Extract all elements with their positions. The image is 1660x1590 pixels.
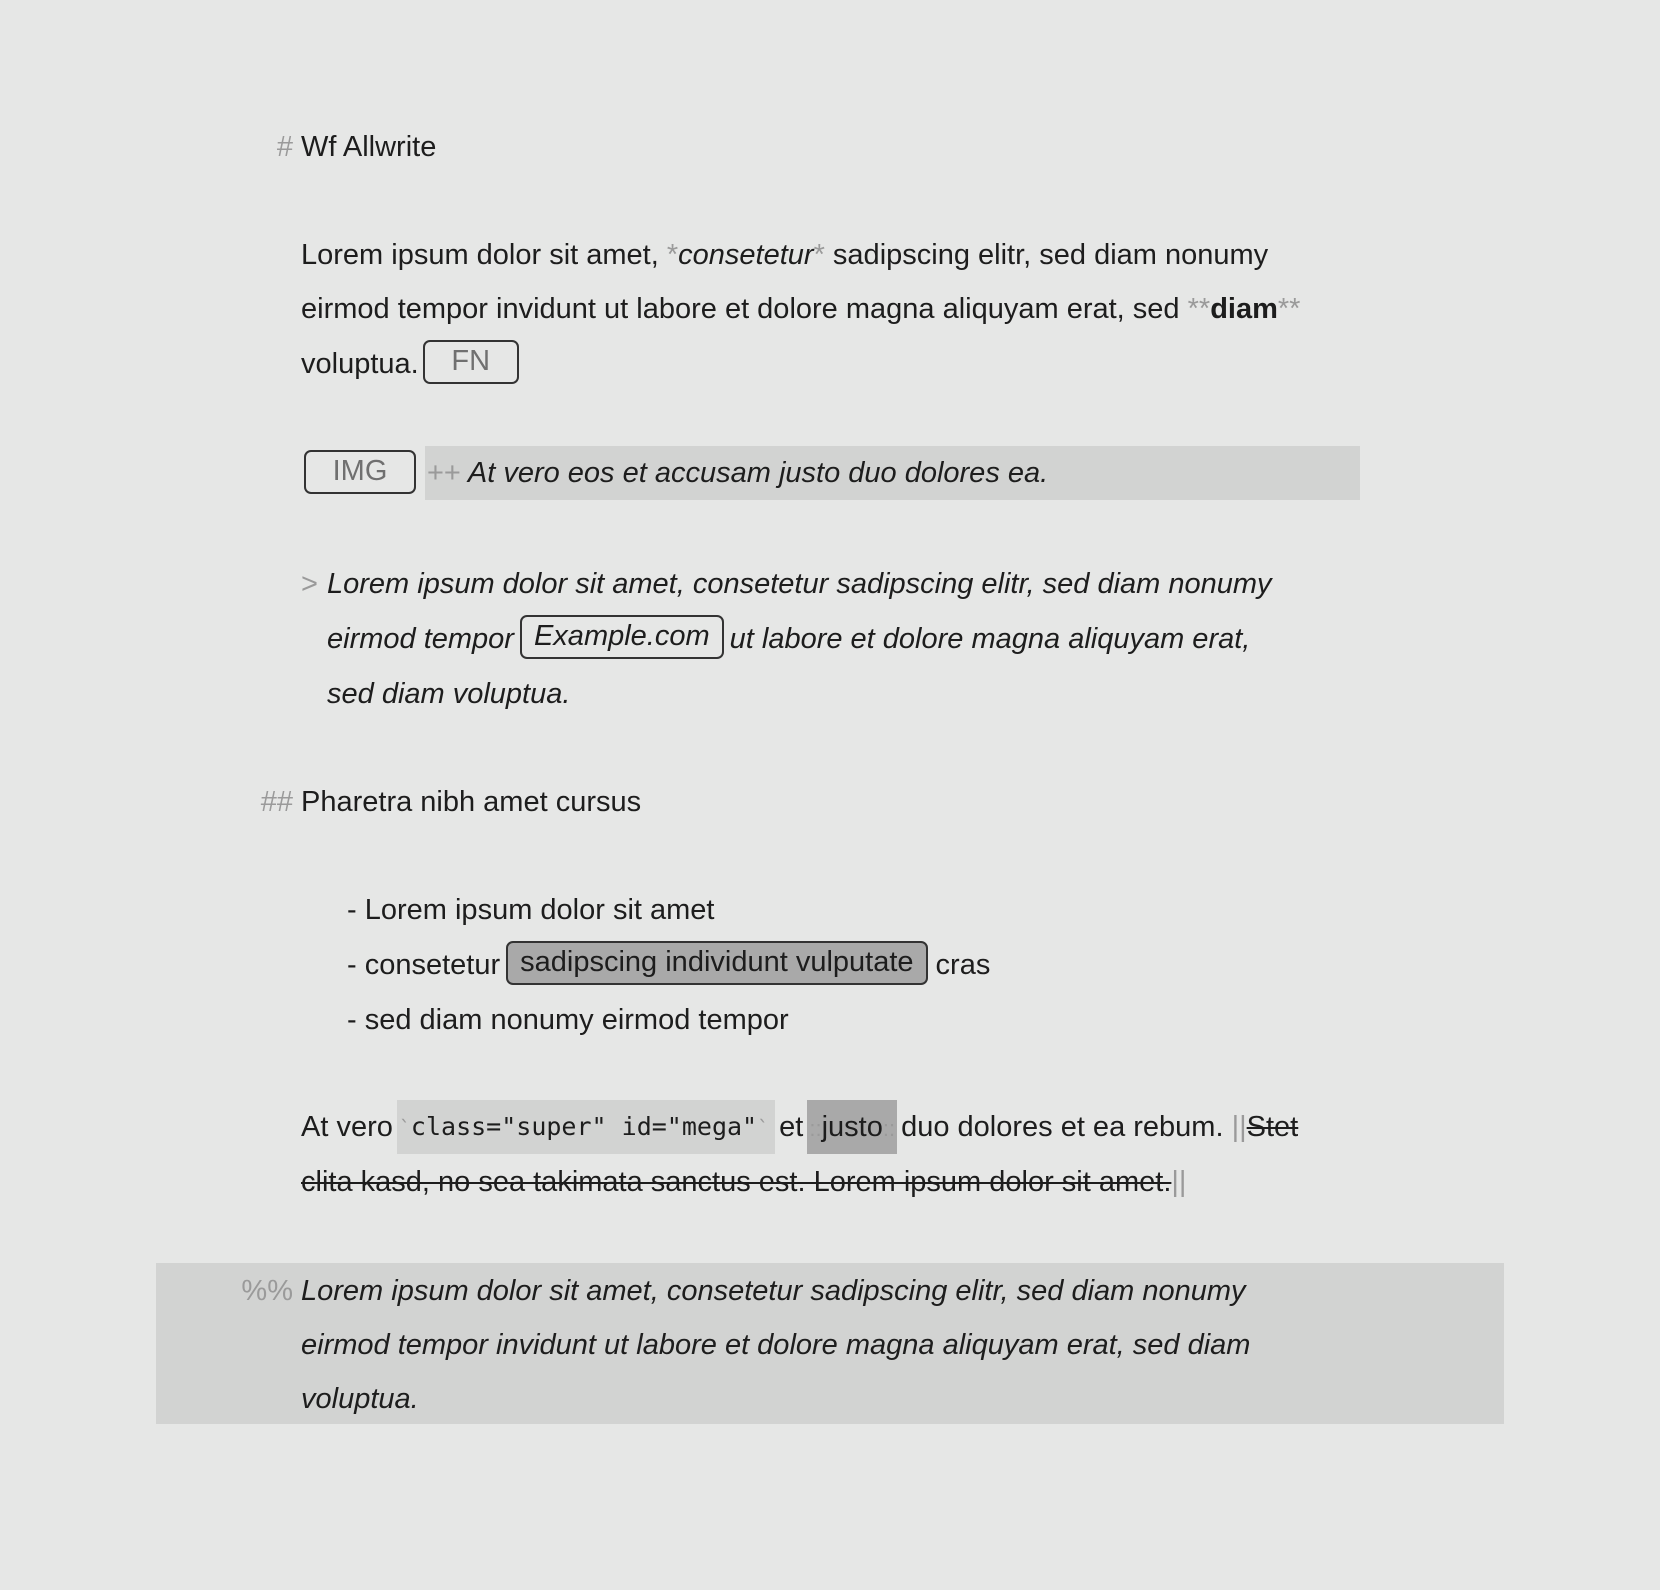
deleted-text: clita kasd, no sea takimata sanctus est. Lorem ipsum dolor sit amet. (301, 1166, 1172, 1198)
highlight-text: justo (821, 1111, 883, 1143)
deleted-text: Stet (1246, 1111, 1299, 1143)
heading-2-text: Pharetra nibh amet cursus (301, 786, 642, 818)
paragraph-text: Lorem ipsum dolor sit amet, (301, 239, 667, 271)
inline-code[interactable] (397, 1100, 775, 1154)
blockquote-text: eirmod tempor (327, 623, 514, 655)
paragraph-line-3[interactable] (301, 337, 1361, 392)
paragraph-text: et (779, 1111, 804, 1143)
blockquote-line-3[interactable] (327, 667, 570, 722)
list-item-text: sed diam nonumy eirmod tempor (364, 1004, 789, 1036)
blockquote-text: Lorem ipsum dolor sit amet, consetetur sadipscing elitr, sed diam nonumy (327, 568, 1272, 600)
link-chip[interactable]: Example.com (520, 615, 724, 659)
heading-2[interactable] (260, 775, 1361, 830)
emphasis-marker: * (666, 239, 679, 271)
heading-1-text: Wf Allwrite (301, 131, 437, 163)
paragraph-text: sadipscing elitr, sed diam nonumy (824, 239, 1269, 271)
caption-marker: ++ (427, 457, 461, 489)
list-bullet: - (347, 1004, 357, 1036)
code-text: class="super" id="mega" (410, 1112, 758, 1141)
figure-caption[interactable] (427, 447, 1048, 499)
paragraph-line-1[interactable] (301, 228, 1361, 283)
list-item[interactable] (347, 993, 789, 1048)
blockquote-line-2[interactable] (327, 612, 1250, 667)
highlight-chip[interactable]: sadipscing individunt vulputate (506, 941, 927, 985)
comment-text: Lorem ipsum dolor sit amet, consetetur sadipscing elitr, sed diam nonumy (301, 1275, 1246, 1307)
comment-marker: %% (241, 1275, 293, 1307)
highlighted-text[interactable] (807, 1100, 897, 1154)
heading-2-marker: ## (260, 786, 293, 818)
image-chip[interactable]: IMG (304, 450, 416, 494)
caption-text: At vero eos et accusam justo duo dolores ea. (467, 457, 1049, 489)
comment-line-3[interactable] (301, 1372, 419, 1426)
figure-image[interactable] (301, 447, 416, 502)
list-bullet: - (347, 894, 357, 926)
comment-line-1[interactable] (241, 1264, 1246, 1318)
blockquote-text: ut labore et dolore magna aliquyam erat, (729, 623, 1251, 655)
emphasis-text: consetetur (678, 239, 814, 271)
code-marker: ` (398, 1116, 411, 1140)
list-item-text: consetetur (364, 949, 501, 981)
comment-text: eirmod tempor invidunt ut labore et dolore magna aliquyam erat, sed diam (301, 1329, 1251, 1361)
paragraph-line-2[interactable] (301, 282, 1361, 337)
highlight-marker: :: (882, 1116, 896, 1141)
paragraph-2-line-2[interactable] (301, 1155, 1361, 1209)
code-marker: ` (757, 1116, 770, 1140)
strong-marker: ** (1277, 293, 1301, 325)
list-item[interactable] (347, 938, 990, 993)
list-bullet: - (347, 949, 357, 981)
paragraph-text: duo dolores et ea rebum. (901, 1111, 1224, 1143)
paragraph-text: At vero (301, 1111, 393, 1143)
list-item-text: cras (935, 949, 991, 981)
paragraph-text: eirmod tempor invidunt ut labore et dolore magna aliquyam erat, sed (301, 293, 1188, 325)
emphasis-marker: * (813, 239, 825, 271)
blockquote-line-1[interactable] (327, 557, 1272, 612)
strong-text: diam (1210, 293, 1278, 325)
strong-marker: ** (1187, 293, 1211, 325)
blockquote-marker: > (301, 568, 318, 600)
paragraph-2-line-1[interactable] (301, 1100, 1361, 1154)
heading-1-marker: # (276, 131, 293, 163)
deletion-marker: || (1231, 1111, 1247, 1143)
comment-line-2[interactable] (301, 1318, 1250, 1372)
comment-text: voluptua. (301, 1383, 419, 1415)
highlight-marker: :: (809, 1116, 822, 1141)
list-item[interactable] (347, 883, 714, 938)
list-item-text: Lorem ipsum dolor sit amet (364, 894, 715, 926)
deletion-marker: || (1171, 1166, 1187, 1198)
paragraph-text: voluptua. (301, 348, 419, 380)
footnote-chip[interactable]: FN (423, 340, 519, 384)
heading-1[interactable] (276, 120, 1361, 175)
blockquote-text: sed diam voluptua. (327, 678, 571, 710)
